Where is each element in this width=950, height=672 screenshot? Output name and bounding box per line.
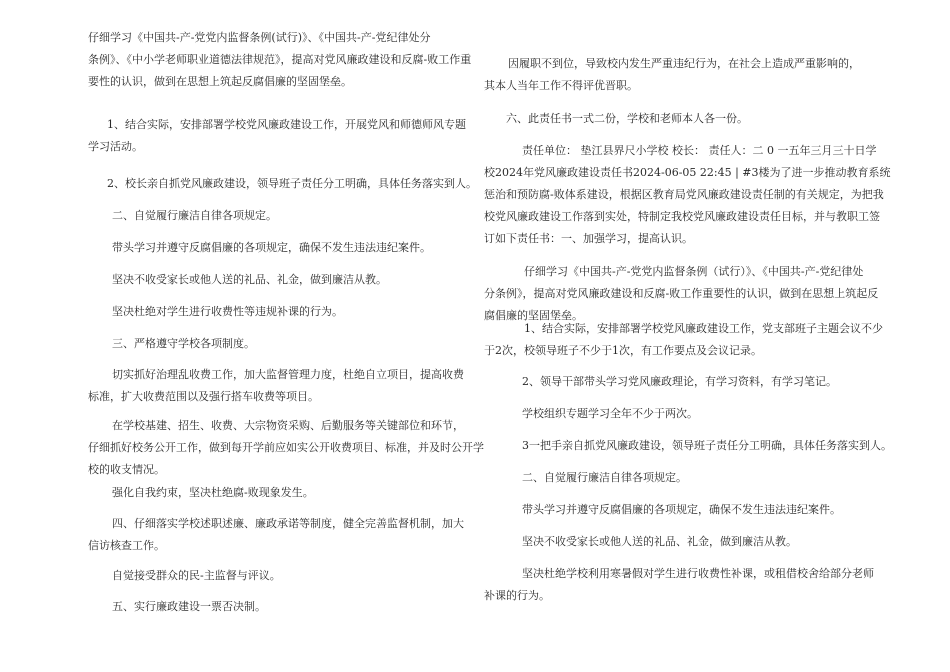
text-line: 校的收支情况。	[88, 463, 165, 476]
paragraph	[506, 108, 748, 130]
text-line: 3一把手亲自抓党风廉政建设，领导班子责任分工明确，具体任务落实到人。	[522, 439, 892, 452]
text-line: 坚决不收受家长或他人送的礼品、礼金，做到廉洁从教。	[112, 273, 387, 286]
text-line: 要性的认识，做到在思想上筑起反腐倡廉的坚固堡垒。	[88, 75, 352, 88]
text-line: 1、结合实际，安排部署学校党风廉政建设工作，党支部班子主题会议不少	[524, 322, 883, 335]
text-line: 自觉接受群众的民-主监督与评议。	[112, 569, 281, 582]
paragraph	[107, 173, 477, 195]
text-line: 1、结合实际，安排部署学校党风廉政建设工作，开展党风和师德师风专题	[107, 118, 466, 131]
text-line: 其本人当年工作不得评优晋职。	[484, 79, 638, 92]
text-line: 标准，扩大收费范围以及强行搭车收费等项目。	[88, 390, 319, 403]
text-line: 分条例》，提高对党风廉政建设和反腐-败工作重要性的认识，做到在思想上筑起反	[484, 287, 879, 300]
paragraph	[88, 415, 484, 481]
text-line: 补课的行为。	[484, 589, 550, 602]
paragraph	[484, 563, 874, 607]
text-line: 校2024年党风廉政建设责任书2024-06-05 22:45 | #3楼为了进一步推动教育系统	[484, 166, 891, 179]
text-line: 二、自觉履行廉洁自律各项规定。	[112, 209, 277, 222]
section-heading	[112, 596, 266, 618]
paragraph	[507, 435, 892, 457]
text-line: 四、仔细落实学校述职述廉、廉政承诺等制度，健全完善监督机制，加大	[112, 517, 464, 530]
paragraph	[484, 53, 860, 97]
paragraph	[112, 482, 314, 504]
text-line: 条例》、《中小学老师职业道德法律规范》，提高对党风廉政建设和反腐-败工作重	[88, 53, 472, 66]
text-line: 腐倡廉的坚固堡垒。	[484, 309, 583, 322]
paragraph	[484, 140, 891, 250]
text-line: 仔细学习《中国共-产-党党内监督条例(试行)》、《中国共-产-党纪律处分	[88, 31, 431, 44]
text-line: 于2次，校领导班子不少于1次，有工作要点及会议记录。	[484, 344, 762, 357]
text-line: 在学校基建、招生、收费、大宗物资采购、后勤服务等关键部位和环节，	[112, 419, 464, 432]
text-line: 学校组织专题学习全年不少于两次。	[522, 407, 698, 420]
text-line: 惩治和预防腐-败体系建设，根据区教育局党风廉政建设责任制的有关规定，为把我	[484, 188, 884, 201]
text-line: 坚决杜绝学校利用寒暑假对学生进行收费性补课，或租借校舍给部分老师	[522, 567, 874, 580]
text-line: 五、实行廉政建设一票否决制。	[112, 600, 266, 613]
section-heading	[507, 467, 687, 489]
paragraph	[507, 403, 698, 425]
paragraph	[112, 237, 431, 259]
paragraph	[112, 301, 343, 323]
text-line: 2、领导干部带头学习党风廉政理论，有学习资料，有学习笔记。	[522, 375, 837, 388]
paragraph	[112, 565, 281, 587]
paragraph	[88, 364, 464, 408]
text-line: 二、自觉履行廉洁自律各项规定。	[522, 471, 687, 484]
text-line: 强化自我约束，坚决杜绝腐-败现象发生。	[112, 486, 314, 499]
text-line: 责任单位： 垫江县界尺小学校 校长： 责任人：二 0 一五年三月三十日学	[522, 144, 877, 157]
paragraph	[88, 27, 471, 93]
text-line: 仔细抓好校务公开工作，做到每开学前应如实公开收费项目、标准，并及时公开学	[88, 441, 484, 454]
paragraph	[112, 269, 387, 291]
section-heading	[112, 205, 277, 227]
text-line: 带头学习并遵守反腐倡廉的各项规定，确保不发生违法违纪案件。	[522, 503, 841, 516]
text-line: 坚决不收受家长或他人送的礼品、礼金，做到廉洁从教。	[522, 535, 797, 548]
text-line: 切实抓好治理乱收费工作，加大监督管理力度，杜绝自立项目，提高收费	[112, 368, 464, 381]
text-line: 仔细学习《中国共-产-党党内监督条例（试行）》、《中国共-产-党纪律处	[524, 265, 864, 278]
text-line: 学习活动。	[88, 140, 143, 153]
text-line: 信访核查工作。	[88, 539, 165, 552]
paragraph	[88, 513, 464, 557]
text-line: 三、严格遵守学校各项制度。	[112, 337, 255, 350]
text-line: 2、校长亲自抓党风廉政建设，领导班子责任分工明确，具体任务落实到人。	[107, 177, 477, 190]
text-line: 坚决杜绝对学生进行收费性等违规补课的行为。	[112, 305, 343, 318]
paragraph	[507, 531, 797, 553]
text-line: 因履职不到位，导致校内发生严重违纪行为，在社会上造成严重影响的，	[508, 57, 860, 70]
text-line: 带头学习并遵守反腐倡廉的各项规定，确保不发生违法违纪案件。	[112, 241, 431, 254]
paragraph	[88, 114, 466, 158]
text-line: 六、此责任书一式二份，学校和老师本人各一份。	[506, 112, 748, 125]
paragraph	[484, 318, 883, 362]
paragraph	[502, 371, 837, 393]
section-heading	[112, 333, 255, 355]
text-line: 订如下责任书：一、加强学习，提高认识。	[484, 232, 693, 245]
paragraph	[507, 499, 841, 521]
text-line: 校党风廉政建设工作落到实处，特制定我校党风廉政建设责任目标，并与教职工签	[484, 210, 880, 223]
